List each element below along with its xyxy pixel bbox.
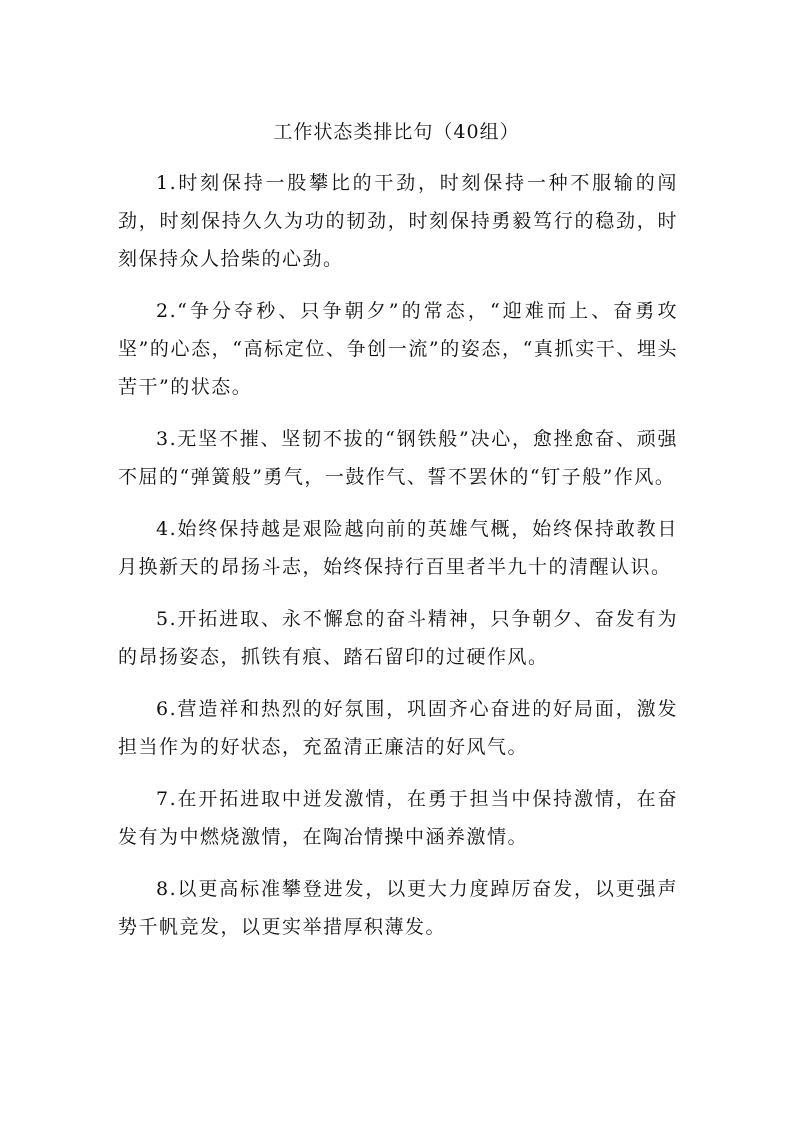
paragraph-6: 6.营造祥和热烈的好氛围，巩固齐心奋进的好局面，激发担当作为的好状态，充盈清正廉洁的好风气。 — [118, 698, 678, 758]
paragraph-2: 2.“争分夺秒、只争朝夕”的常态，“迎难而上、奋勇攻坚”的心态，“高标定位、争创一流”的姿态，“真抓实干、埋头苦干”的状态。 — [118, 300, 678, 398]
paragraph-5: 5.开拓进取、永不懈怠的奋斗精神，只争朝夕、奋发有为的昂扬姿态，抓铁有痕、踏石留印的过硬作风。 — [118, 608, 678, 668]
paragraph-7: 7.在开拓进取中迸发激情，在勇于担当中保持激情，在奋发有为中燃烧激情，在陶冶情操中涵养激情。 — [118, 788, 678, 848]
document-body — [118, 164, 678, 960]
document-title: 工作状态类排比句（40组） — [273, 121, 520, 143]
paragraph-8: 8.以更高标准攀登进发，以更大力度踔厉奋发，以更强声势千帆竞发，以更实举措厚积薄发。 — [118, 878, 678, 938]
paragraph-1: 1.时刻保持一股攀比的干劲，时刻保持一种不服输的闯劲，时刻保持久久为功的韧劲，时刻保持勇毅笃行的稳劲，时刻保持众人拾柴的心劲。 — [118, 172, 678, 270]
paragraph-3: 3.无坚不摧、坚韧不拔的“钢铁般”决心，愈挫愈奋、顽强不屈的“弹簧般”勇气，一鼓作气、誓不罢休的“钉子般”作风。 — [118, 428, 678, 488]
paragraph-4: 4.始终保持越是艰险越向前的英雄气概，始终保持敢教日月换新天的昂扬斗志，始终保持行百里者半九十的清醒认识。 — [118, 518, 678, 578]
